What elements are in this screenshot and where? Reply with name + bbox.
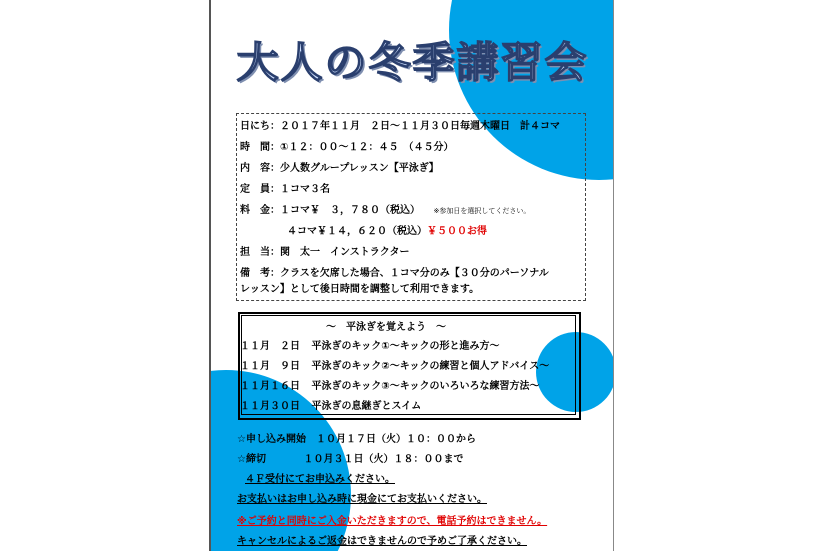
page-right-edge <box>613 0 614 551</box>
cancel-note: キャンセルによるご返金はできませんので予めご了承ください。 <box>237 536 527 547</box>
document-page <box>211 0 614 551</box>
schedule-text: 平泳ぎの息継ぎとスイム <box>311 401 422 412</box>
page-title: 大人の冬季講習会 <box>236 38 589 87</box>
schedule-row <box>240 357 549 372</box>
info-time: 時 間：①１２：００～１２：４５ （４５分） <box>240 142 454 153</box>
info-notes-line2: レッスン】として後日時間を調整して利用できます。 <box>240 284 480 295</box>
payment-note: お支払いはお申し込み時に現金にてお支払いください。 <box>237 494 487 505</box>
info-fee-single <box>240 201 530 216</box>
schedule-row <box>240 337 500 352</box>
deadline-value: １０月３１日（火）１８：００まで <box>303 454 464 465</box>
fee-note: ※参加日を選択してください。 <box>433 207 531 215</box>
info-date: 日にち：２０１７年１１月 ２日～１１月３０日毎週木曜日 計４コマ <box>240 121 560 132</box>
info-notes-line1: 備 考：クラスを欠席した場合、１コマ分のみ【３０分のパーソナル <box>240 268 549 279</box>
schedule-text: 平泳ぎのキック①～キックの形と進み方～ <box>311 341 500 352</box>
schedule-row <box>240 377 540 392</box>
deadline-label: ☆締切 <box>237 454 266 465</box>
fee-four-text: ４コマ￥１４，６２０（税込） <box>287 226 427 237</box>
schedule-date: １１月 ９日 <box>240 361 300 372</box>
schedule-row <box>240 397 421 412</box>
info-instructor: 担 当：関 太一 インストラクター <box>240 247 410 258</box>
fee-single-text: 料 金：１コマ￥ ３，７８０（税込） <box>240 205 420 216</box>
info-fee-four <box>287 222 487 237</box>
schedule-heading: ～ 平泳ぎを覚えよう ～ <box>326 322 446 333</box>
info-content: 内 容：少人数グループレッスン【平泳ぎ】 <box>240 163 439 174</box>
schedule-text: 平泳ぎのキック②～キックの練習と個人アドバイス～ <box>311 361 550 372</box>
schedule-text: 平泳ぎのキック③～キックのいろいろな練習方法～ <box>311 381 540 392</box>
reception-note: ４Ｆ受付にてお申込みください。 <box>245 474 395 485</box>
schedule-date: １１月１６日 <box>240 381 300 392</box>
schedule-date: １１月 ２日 <box>240 341 300 352</box>
apply-deadline <box>237 450 463 465</box>
schedule-date: １１月３０日 <box>240 401 300 412</box>
phone-note: ※ご予約と同時にご入金いただきますので、電話予約はできません。 <box>237 516 548 527</box>
fee-deal: ￥５００お得 <box>427 226 487 237</box>
apply-start: ☆申し込み開始 １０月１７日（火）１０：００から <box>237 434 476 445</box>
info-capacity: 定 員：１コマ３名 <box>240 184 330 195</box>
